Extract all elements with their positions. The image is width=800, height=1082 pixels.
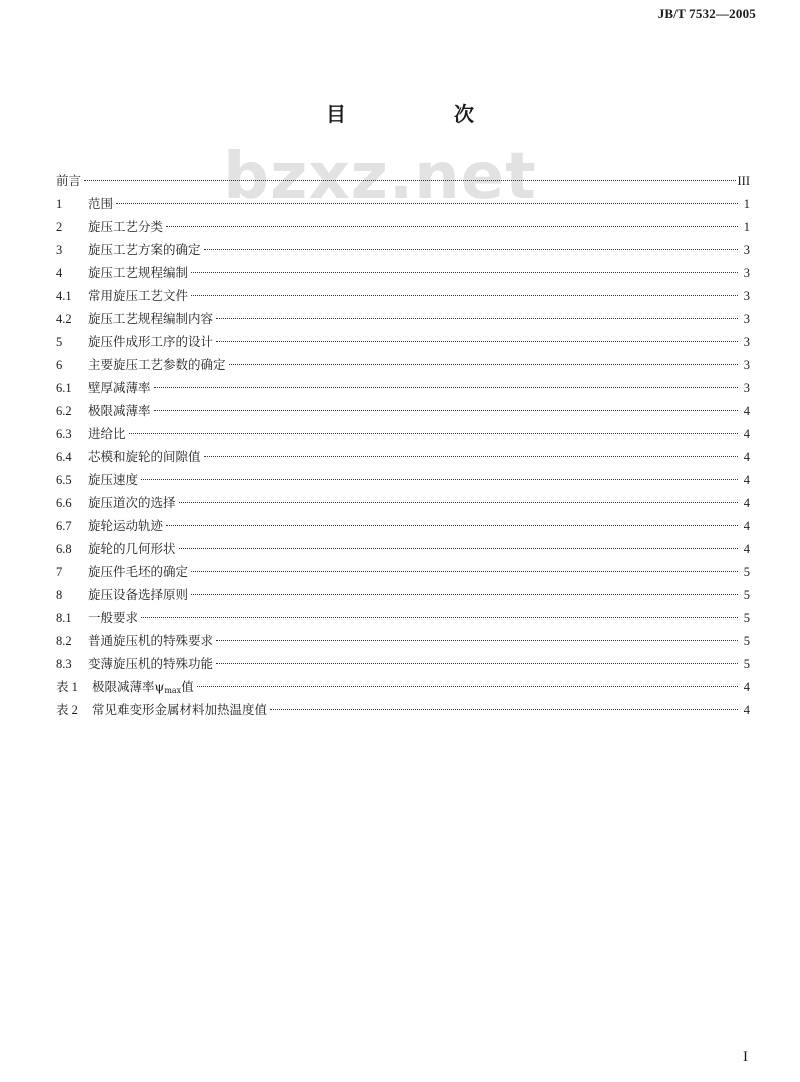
toc-entry-label	[88, 422, 126, 445]
toc-entry[interactable]	[56, 560, 750, 583]
toc-entry[interactable]	[56, 583, 750, 606]
toc-entry-page: 3	[743, 335, 750, 349]
toc-entry-page: 5	[743, 588, 750, 602]
toc-dot-leader	[84, 180, 735, 181]
toc-entry-number: 6.2	[56, 404, 72, 418]
toc-dot-leader	[129, 433, 738, 434]
toc-entry-label	[88, 583, 188, 606]
toc-entry-label	[88, 606, 138, 629]
toc-entry[interactable]	[56, 307, 750, 330]
toc-entry-page: 5	[743, 657, 750, 671]
toc-entry-label-text: 常见难变形金属材料加热温度值	[92, 702, 268, 717]
toc-entry-number: 2	[56, 220, 63, 234]
toc-entry-page: 5	[743, 634, 750, 648]
toc-entry-number: 6.1	[56, 381, 72, 395]
toc-dot-leader	[216, 318, 738, 319]
toc-entry-label-text: 主要旋压工艺参数的确定	[88, 357, 226, 372]
toc-entry[interactable]	[56, 330, 750, 353]
toc-entry-label	[88, 353, 226, 376]
toc-entry-number: 4	[56, 266, 63, 280]
toc-entry-label-text: 旋压速度	[88, 472, 139, 487]
toc-entry-label	[88, 514, 163, 537]
toc-dot-leader	[191, 295, 738, 296]
toc-entry-page: 4	[743, 450, 750, 464]
toc-dot-leader	[197, 686, 738, 687]
toc-entry[interactable]	[56, 376, 750, 399]
page-title: 目 次	[326, 102, 518, 126]
toc-dot-leader	[166, 525, 738, 526]
toc-entry-label-tail: 值	[181, 679, 194, 694]
toc-entry-number: 5	[56, 335, 63, 349]
toc-entry-label-text: 旋压工艺规程编制内容	[88, 311, 214, 326]
toc-entry-number: 8.2	[56, 634, 72, 648]
toc-entry[interactable]	[56, 652, 750, 675]
toc-entry-label	[88, 330, 213, 353]
toc-dot-leader	[191, 594, 738, 595]
toc-entry-label	[88, 629, 213, 652]
toc-dot-leader	[204, 456, 738, 457]
toc-entry-label-text: 壁厚减薄率	[88, 380, 151, 395]
toc-entry-label-text: 旋轮的几何形状	[88, 541, 176, 556]
toc-entry-number: 6.4	[56, 450, 72, 464]
toc-dot-leader	[191, 272, 738, 273]
toc-entry[interactable]	[56, 537, 750, 560]
toc-entry-page: 3	[743, 381, 750, 395]
toc-entry-label-text: 常用旋压工艺文件	[88, 288, 189, 303]
toc-entry-label-text: 旋压工艺方案的确定	[88, 242, 201, 257]
toc-entry-label	[88, 468, 138, 491]
toc-entry-page: 4	[743, 427, 750, 441]
toc-entry-label-text: 极限减薄率	[88, 403, 151, 418]
toc-entry-page: 5	[743, 611, 750, 625]
toc-entry-label	[88, 399, 151, 422]
toc-entry[interactable]	[56, 422, 750, 445]
toc-dot-leader	[141, 479, 738, 480]
toc-entry[interactable]	[56, 491, 750, 514]
toc-entry-label-text: 变薄旋压机的特殊功能	[88, 656, 214, 671]
watermark: bzxz.net	[223, 140, 537, 214]
toc-entry[interactable]	[56, 284, 750, 307]
toc-entry-label	[88, 445, 201, 468]
toc-entry[interactable]	[56, 445, 750, 468]
toc-entry[interactable]	[56, 675, 750, 698]
toc-entry-number: 6.5	[56, 473, 72, 487]
table-of-contents	[56, 169, 750, 721]
toc-entry-label-text: 旋压工艺分类	[88, 219, 164, 234]
toc-entry-label-text: 进给比	[88, 426, 126, 441]
toc-entry-number: 6.6	[56, 496, 72, 510]
toc-entry-label	[88, 238, 201, 261]
toc-dot-leader	[216, 640, 738, 641]
toc-entry[interactable]	[56, 353, 750, 376]
standard-number: JB/T 7532—2005	[657, 6, 756, 21]
toc-entry[interactable]	[56, 468, 750, 491]
toc-entry-page: 4	[743, 680, 750, 694]
toc-entry-label	[88, 491, 176, 514]
toc-entry-number: 6	[56, 358, 63, 372]
toc-entry-number: 6.8	[56, 542, 72, 556]
toc-entry-page: 4	[743, 542, 750, 556]
toc-entry-page: 1	[743, 197, 750, 211]
toc-entry-page: 3	[743, 266, 750, 280]
toc-entry-page: 3	[743, 243, 750, 257]
toc-entry-page: 5	[743, 565, 750, 579]
toc-entry-number: 4.2	[56, 312, 72, 326]
toc-entry-label	[88, 376, 151, 399]
toc-entry-number: 6.7	[56, 519, 72, 533]
toc-entry-number: 1	[56, 197, 63, 211]
toc-entry-label-text: 范围	[88, 196, 114, 211]
toc-entry-page: 4	[743, 496, 750, 510]
toc-entry[interactable]	[56, 698, 750, 721]
toc-dot-leader	[154, 410, 738, 411]
toc-entry[interactable]	[56, 238, 750, 261]
toc-entry-number: 7	[56, 565, 63, 579]
toc-entry-number: 4.1	[56, 289, 72, 303]
page-number: I	[743, 1049, 748, 1065]
toc-entry-label	[88, 560, 188, 583]
toc-dot-leader	[270, 709, 738, 710]
toc-entry-label-text: 一般要求	[88, 610, 139, 625]
toc-entry-label	[88, 652, 213, 675]
toc-entry-label-text: 旋压工艺规程编制	[88, 265, 189, 280]
toc-entry-number: 8.3	[56, 657, 72, 671]
toc-dot-leader	[116, 203, 738, 204]
toc-entry-number: 3	[56, 243, 63, 257]
toc-entry-label-text: 旋压件毛坯的确定	[88, 564, 189, 579]
toc-entry-label	[88, 284, 188, 307]
toc-entry-label	[88, 537, 176, 560]
toc-entry-label	[88, 307, 213, 330]
toc-entry-label-text: 芯模和旋轮的间隙值	[88, 449, 201, 464]
toc-entry[interactable]	[56, 192, 750, 215]
toc-entry-label-text: 极限减薄率ψ	[92, 679, 165, 694]
toc-entry-page: 4	[743, 404, 750, 418]
toc-entry-page: 1	[743, 220, 750, 234]
toc-entry-label-text: 旋压件成形工序的设计	[88, 334, 214, 349]
toc-entry-page: 3	[743, 289, 750, 303]
toc-dot-leader	[141, 617, 738, 618]
toc-entry[interactable]	[56, 261, 750, 284]
toc-entry-page: 4	[743, 519, 750, 533]
toc-dot-leader	[229, 364, 738, 365]
toc-entry[interactable]	[56, 169, 750, 192]
toc-entry-page: 4	[743, 703, 750, 717]
toc-entry-label	[88, 215, 163, 238]
toc-dot-leader	[179, 502, 738, 503]
toc-entry[interactable]	[56, 399, 750, 422]
toc-dot-leader	[179, 548, 738, 549]
toc-entry[interactable]	[56, 606, 750, 629]
toc-dot-leader	[154, 387, 738, 388]
toc-entry-label-text: 旋轮运动轨迹	[88, 518, 164, 533]
toc-entry-number: 6.3	[56, 427, 72, 441]
toc-entry-label-text: 旋压道次的选择	[88, 495, 176, 510]
toc-entry[interactable]	[56, 215, 750, 238]
toc-entry-page: 3	[743, 312, 750, 326]
toc-entry-label	[92, 698, 267, 721]
toc-dot-leader	[166, 226, 738, 227]
toc-entry-label-text: 旋压设备选择原则	[88, 587, 189, 602]
toc-entry-number: 8	[56, 588, 63, 602]
toc-entry-page: III	[737, 174, 750, 188]
toc-entry-label	[56, 169, 81, 192]
toc-entry-label-subscript: max	[164, 686, 182, 695]
toc-entry-number: 表 1	[56, 680, 78, 694]
toc-entry-label-text: 普通旋压机的特殊要求	[88, 633, 214, 648]
toc-dot-leader	[191, 571, 738, 572]
toc-entry-page: 4	[743, 473, 750, 487]
toc-entry[interactable]	[56, 514, 750, 537]
toc-entry-number: 8.1	[56, 611, 72, 625]
toc-entry-label-text: 前言	[56, 173, 82, 188]
toc-entry-label	[88, 261, 188, 284]
toc-entry-label	[88, 192, 113, 215]
toc-entry-page: 3	[743, 358, 750, 372]
toc-entry[interactable]	[56, 629, 750, 652]
toc-dot-leader	[204, 249, 738, 250]
toc-dot-leader	[216, 341, 738, 342]
toc-dot-leader	[216, 663, 738, 664]
toc-entry-number: 表 2	[56, 703, 78, 717]
